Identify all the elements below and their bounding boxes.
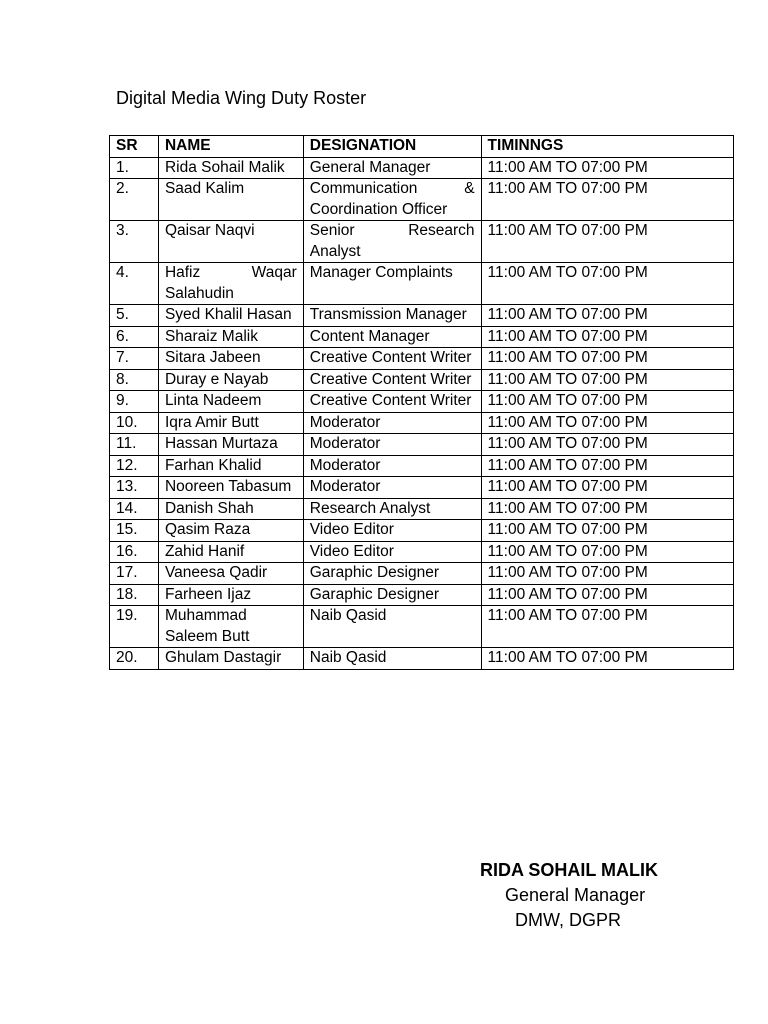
table-row (110, 648, 734, 670)
cell-name: Iqra Amir Butt (158, 412, 303, 434)
cell-name: Danish Shah (158, 498, 303, 520)
cell-designation: Moderator (303, 412, 481, 434)
cell-designation: Content Manager (303, 326, 481, 348)
cell-name: Farhan Khalid (158, 455, 303, 477)
signatory-org: DMW, DGPR (515, 910, 621, 930)
cell-name: Linta Nadeem (158, 391, 303, 413)
cell-timings: 11:00 AM TO 07:00 PM (481, 263, 733, 305)
cell-designation: Garaphic Designer (303, 563, 481, 585)
cell-timings: 11:00 AM TO 07:00 PM (481, 648, 733, 670)
cell-sr: 6. (110, 326, 159, 348)
cell-timings: 11:00 AM TO 07:00 PM (481, 369, 733, 391)
table-row (110, 606, 734, 648)
cell-sr: 17. (110, 563, 159, 585)
table-row (110, 541, 734, 563)
cell-designation: Creative Content Writer (303, 348, 481, 370)
cell-name: Zahid Hanif (158, 541, 303, 563)
cell-name: Farheen Ijaz (158, 584, 303, 606)
header-timings: TIMINNGS (481, 136, 733, 158)
cell-timings: 11:00 AM TO 07:00 PM (481, 606, 733, 648)
cell-sr: 12. (110, 455, 159, 477)
cell-designation: Creative Content Writer (303, 391, 481, 413)
cell-name: Sitara Jabeen (158, 348, 303, 370)
cell-designation: Communication & Coordination Officer (303, 179, 481, 221)
cell-name: Qaisar Naqvi (158, 221, 303, 263)
duty-roster-table (109, 135, 734, 670)
cell-name: Hafiz Waqar Salahudin (158, 263, 303, 305)
cell-name: Sharaiz Malik (158, 326, 303, 348)
cell-timings: 11:00 AM TO 07:00 PM (481, 434, 733, 456)
table-row (110, 477, 734, 499)
cell-designation: Manager Complaints (303, 263, 481, 305)
cell-timings: 11:00 AM TO 07:00 PM (481, 520, 733, 542)
cell-name: Qasim Raza (158, 520, 303, 542)
cell-timings: 11:00 AM TO 07:00 PM (481, 541, 733, 563)
table-row (110, 498, 734, 520)
signatory-name: RIDA SOHAIL MALIK (480, 860, 658, 880)
cell-timings: 11:00 AM TO 07:00 PM (481, 179, 733, 221)
cell-timings: 11:00 AM TO 07:00 PM (481, 412, 733, 434)
cell-designation: Research Analyst (303, 498, 481, 520)
cell-timings: 11:00 AM TO 07:00 PM (481, 477, 733, 499)
cell-sr: 19. (110, 606, 159, 648)
cell-sr: 15. (110, 520, 159, 542)
cell-designation: Video Editor (303, 541, 481, 563)
cell-designation: Naib Qasid (303, 606, 481, 648)
table-row (110, 520, 734, 542)
cell-sr: 20. (110, 648, 159, 670)
table-row (110, 563, 734, 585)
cell-sr: 16. (110, 541, 159, 563)
cell-timings: 11:00 AM TO 07:00 PM (481, 157, 733, 179)
header-designation: DESIGNATION (303, 136, 481, 158)
cell-designation: Creative Content Writer (303, 369, 481, 391)
cell-sr: 13. (110, 477, 159, 499)
cell-name: Muhammad Saleem Butt (158, 606, 303, 648)
cell-sr: 9. (110, 391, 159, 413)
table-row (110, 584, 734, 606)
cell-timings: 11:00 AM TO 07:00 PM (481, 305, 733, 327)
cell-timings: 11:00 AM TO 07:00 PM (481, 584, 733, 606)
cell-sr: 14. (110, 498, 159, 520)
cell-designation: Moderator (303, 434, 481, 456)
signature-block (480, 858, 658, 933)
table-header-row (110, 136, 734, 158)
signatory-role: General Manager (505, 885, 646, 905)
table-row (110, 348, 734, 370)
header-name: NAME (158, 136, 303, 158)
table-row (110, 412, 734, 434)
table-row (110, 326, 734, 348)
cell-sr: 1. (110, 157, 159, 179)
cell-name: Syed Khalil Hasan (158, 305, 303, 327)
document-title: Digital Media Wing Duty Roster (116, 88, 367, 108)
cell-designation: General Manager (303, 157, 481, 179)
cell-sr: 11. (110, 434, 159, 456)
cell-sr: 18. (110, 584, 159, 606)
header-sr: SR (110, 136, 159, 158)
cell-sr: 2. (110, 179, 159, 221)
table-body (110, 157, 734, 669)
cell-timings: 11:00 AM TO 07:00 PM (481, 498, 733, 520)
cell-name: Rida Sohail Malik (158, 157, 303, 179)
cell-name: Duray e Nayab (158, 369, 303, 391)
cell-sr: 5. (110, 305, 159, 327)
table-row (110, 391, 734, 413)
cell-name: Ghulam Dastagir (158, 648, 303, 670)
table-row (110, 157, 734, 179)
cell-designation: Garaphic Designer (303, 584, 481, 606)
cell-timings: 11:00 AM TO 07:00 PM (481, 348, 733, 370)
table-row (110, 369, 734, 391)
table-row (110, 263, 734, 305)
cell-sr: 4. (110, 263, 159, 305)
cell-designation: Naib Qasid (303, 648, 481, 670)
cell-sr: 3. (110, 221, 159, 263)
cell-timings: 11:00 AM TO 07:00 PM (481, 563, 733, 585)
cell-designation: Transmission Manager (303, 305, 481, 327)
cell-sr: 7. (110, 348, 159, 370)
cell-designation: Senior Research Analyst (303, 221, 481, 263)
table-row (110, 221, 734, 263)
cell-designation: Video Editor (303, 520, 481, 542)
cell-designation: Moderator (303, 455, 481, 477)
table-row (110, 305, 734, 327)
cell-sr: 8. (110, 369, 159, 391)
cell-designation: Moderator (303, 477, 481, 499)
cell-sr: 10. (110, 412, 159, 434)
cell-name: Vaneesa Qadir (158, 563, 303, 585)
cell-name: Hassan Murtaza (158, 434, 303, 456)
cell-timings: 11:00 AM TO 07:00 PM (481, 221, 733, 263)
table-row (110, 434, 734, 456)
table-row (110, 455, 734, 477)
cell-name: Saad Kalim (158, 179, 303, 221)
cell-timings: 11:00 AM TO 07:00 PM (481, 455, 733, 477)
cell-timings: 11:00 AM TO 07:00 PM (481, 326, 733, 348)
cell-name: Nooreen Tabasum (158, 477, 303, 499)
cell-timings: 11:00 AM TO 07:00 PM (481, 391, 733, 413)
table-row (110, 179, 734, 221)
